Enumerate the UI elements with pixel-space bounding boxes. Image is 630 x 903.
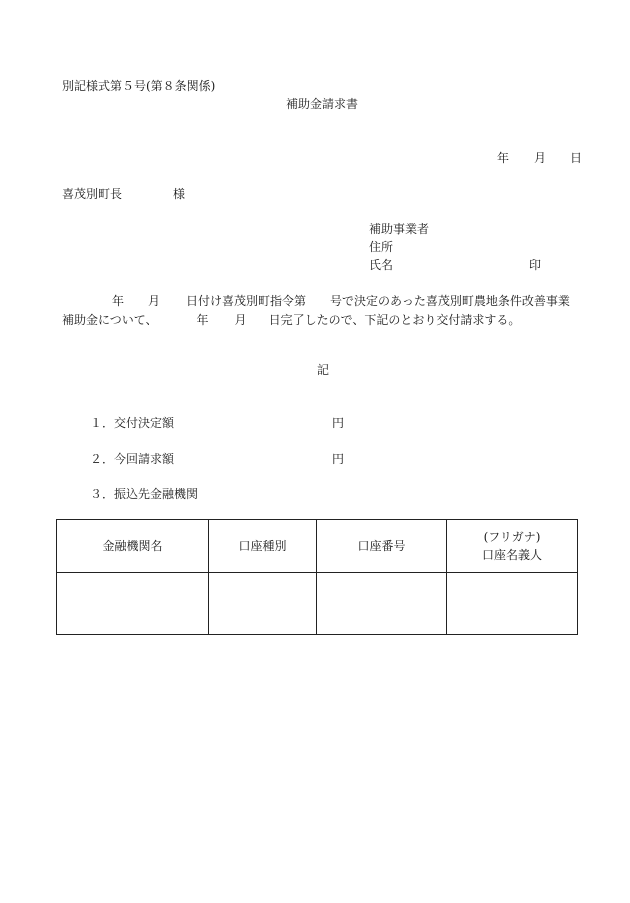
date-day-label: 日	[570, 151, 583, 165]
header-account-number: 口座番号	[317, 520, 447, 573]
account-number-cell[interactable]	[317, 573, 447, 635]
seal-mark: 印	[529, 258, 542, 272]
item-label: 振込先金融機関	[114, 487, 199, 501]
date-year-label: 年	[497, 151, 510, 165]
item-1	[90, 416, 174, 430]
body-line2-text2: 日完了したので、下記のとおり交付請求する。	[268, 313, 521, 327]
body-line2-month: 月	[234, 313, 247, 327]
item-1-unit: 円	[332, 416, 345, 430]
addressee-name: 喜茂別町長	[62, 187, 123, 201]
account-holder-cell[interactable]	[447, 573, 578, 635]
item-3	[90, 487, 198, 501]
body-line1-year: 年	[112, 294, 125, 308]
table-header-row	[57, 520, 578, 573]
body-line1-text2: 号で決定のあった喜茂別町農地条件改善事業	[330, 294, 570, 308]
item-2-unit: 円	[332, 452, 345, 466]
applicant-name-label: 氏名	[369, 258, 394, 272]
form-number: 別記様式第５号(第８条関係)	[62, 79, 216, 93]
document-title: 補助金請求書	[286, 97, 359, 111]
date-month-label: 月	[534, 151, 547, 165]
item-label: 交付決定額	[114, 416, 175, 430]
bank-account-table	[56, 519, 578, 635]
body-line1-text: 日付け喜茂別町指令第	[186, 294, 307, 308]
header-kana-label: (フリガナ)	[483, 530, 541, 544]
institution-cell[interactable]	[57, 573, 209, 635]
item-number: ３．	[90, 487, 115, 501]
body-line2-text: 補助金について、	[62, 313, 158, 327]
date-line	[497, 151, 582, 165]
item-number: ２．	[90, 452, 115, 466]
header-holder-label: 口座名義人	[481, 548, 542, 562]
body-line1-month: 月	[148, 294, 161, 308]
header-account-type: 口座種別	[209, 520, 317, 573]
ki-mark: 記	[317, 363, 330, 377]
item-2	[90, 452, 174, 466]
header-institution: 金融機関名	[57, 520, 209, 573]
body-line-2	[62, 309, 590, 331]
account-type-cell[interactable]	[209, 573, 317, 635]
item-number: １．	[90, 416, 115, 430]
applicant-address-label: 住所	[369, 240, 394, 254]
item-label: 今回請求額	[114, 452, 175, 466]
addressee	[62, 187, 185, 201]
addressee-honorific: 様	[173, 187, 186, 201]
body-line2-year: 年	[196, 313, 209, 327]
header-account-holder	[447, 520, 578, 573]
applicant-business-label: 補助事業者	[369, 222, 430, 236]
table-row	[57, 573, 578, 635]
